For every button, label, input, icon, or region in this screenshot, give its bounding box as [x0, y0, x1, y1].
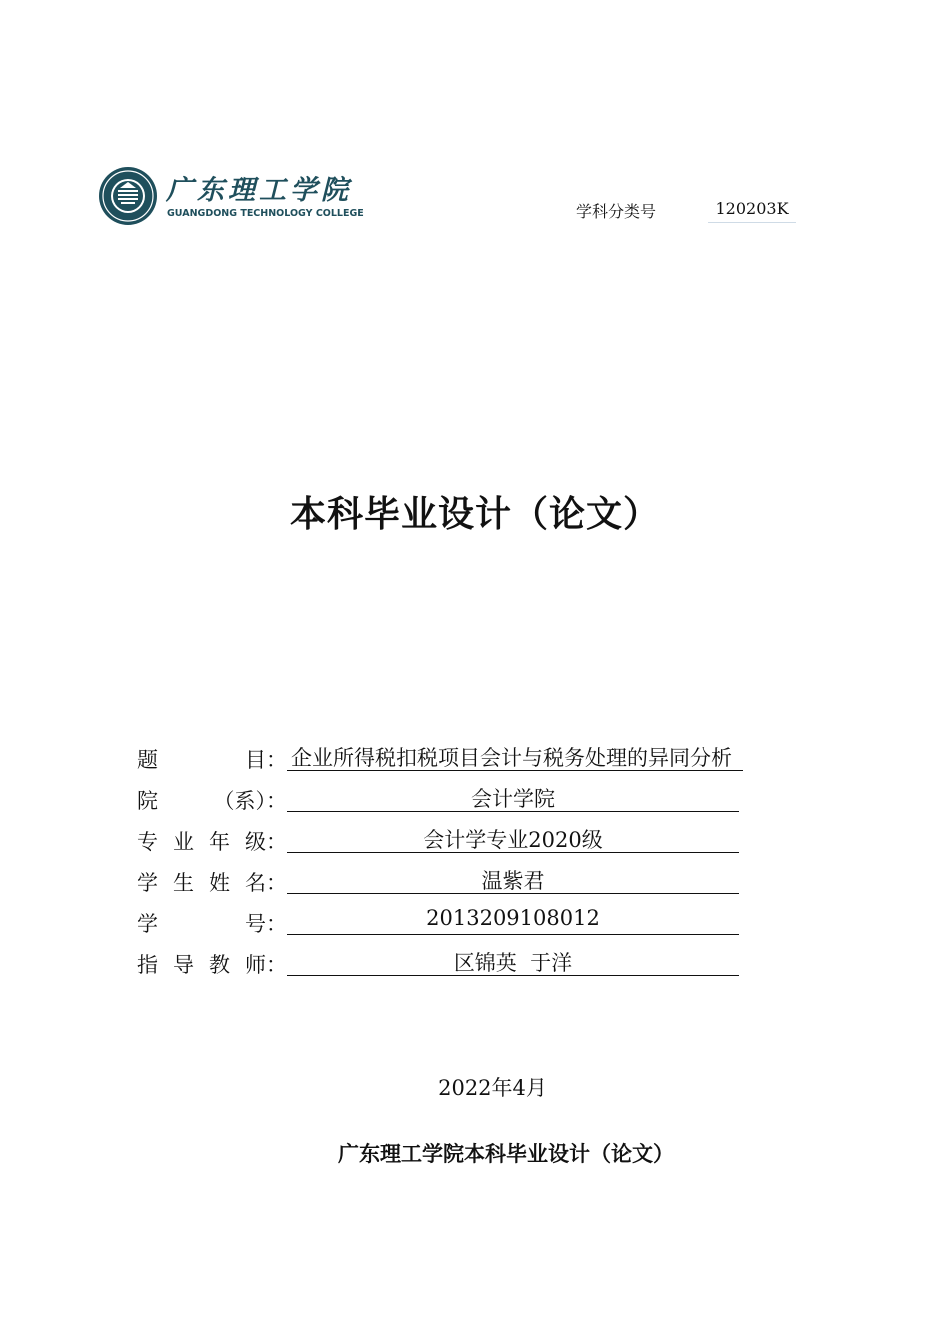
logo-name-en: GUANGDONG TECHNOLOGY COLLEGE	[167, 208, 364, 219]
info-label-char: 目：	[245, 748, 287, 772]
info-label-char: 姓	[209, 871, 230, 895]
footer-title: 广东理工学院本科毕业设计（论文）	[338, 1142, 674, 1166]
info-label-char: 年	[209, 830, 230, 854]
college-logo	[98, 166, 388, 228]
info-label-major-grade	[137, 826, 287, 856]
info-label-char: （系）：	[213, 789, 287, 813]
info-label-student-name	[137, 867, 287, 897]
info-label-char: 名：	[245, 871, 287, 895]
info-label-department	[137, 785, 287, 815]
submission-date: 2022年4月	[438, 1076, 547, 1100]
info-row-student-id	[137, 904, 817, 936]
info-row-advisor	[137, 945, 817, 977]
info-value-topic: 企业所得税扣税项目会计与税务处理的异同分析	[287, 742, 743, 771]
info-label-char: 导	[173, 953, 194, 977]
info-label-char: 业	[173, 830, 194, 854]
info-value-student-id: 2013209108012	[287, 906, 739, 935]
info-label-student-id	[137, 908, 287, 938]
info-label-char: 教	[209, 953, 230, 977]
info-label-char: 题	[137, 748, 158, 772]
info-label-char: 号：	[245, 912, 287, 936]
info-value-department: 会计学院	[287, 783, 739, 812]
logo-name-cn: 广东理工学院	[166, 175, 352, 206]
info-row-student-name	[137, 863, 817, 895]
info-label-advisor	[137, 949, 287, 979]
info-row-department	[137, 781, 817, 813]
info-label-topic	[137, 744, 287, 774]
subject-class-label: 学科分类号	[576, 202, 657, 221]
info-label-char: 级：	[245, 830, 287, 854]
subject-class-value: 120203K	[708, 199, 796, 223]
info-value-advisor: 区锦英 于洋	[287, 947, 739, 976]
info-label-char: 学	[137, 871, 158, 895]
info-row-major-grade	[137, 822, 817, 854]
info-label-char: 专	[137, 830, 158, 854]
info-label-char: 生	[173, 871, 194, 895]
info-label-char: 师：	[245, 953, 287, 977]
page-title: 本科毕业设计（论文）	[289, 494, 660, 535]
info-label-char: 院	[137, 789, 158, 813]
info-label-char: 学	[137, 912, 158, 936]
info-value-major-grade: 会计学专业2020级	[287, 824, 739, 853]
info-label-char: 指	[137, 953, 158, 977]
info-value-student-name: 温紫君	[287, 865, 739, 894]
info-row-topic	[137, 740, 817, 772]
college-seal-icon	[98, 166, 158, 226]
